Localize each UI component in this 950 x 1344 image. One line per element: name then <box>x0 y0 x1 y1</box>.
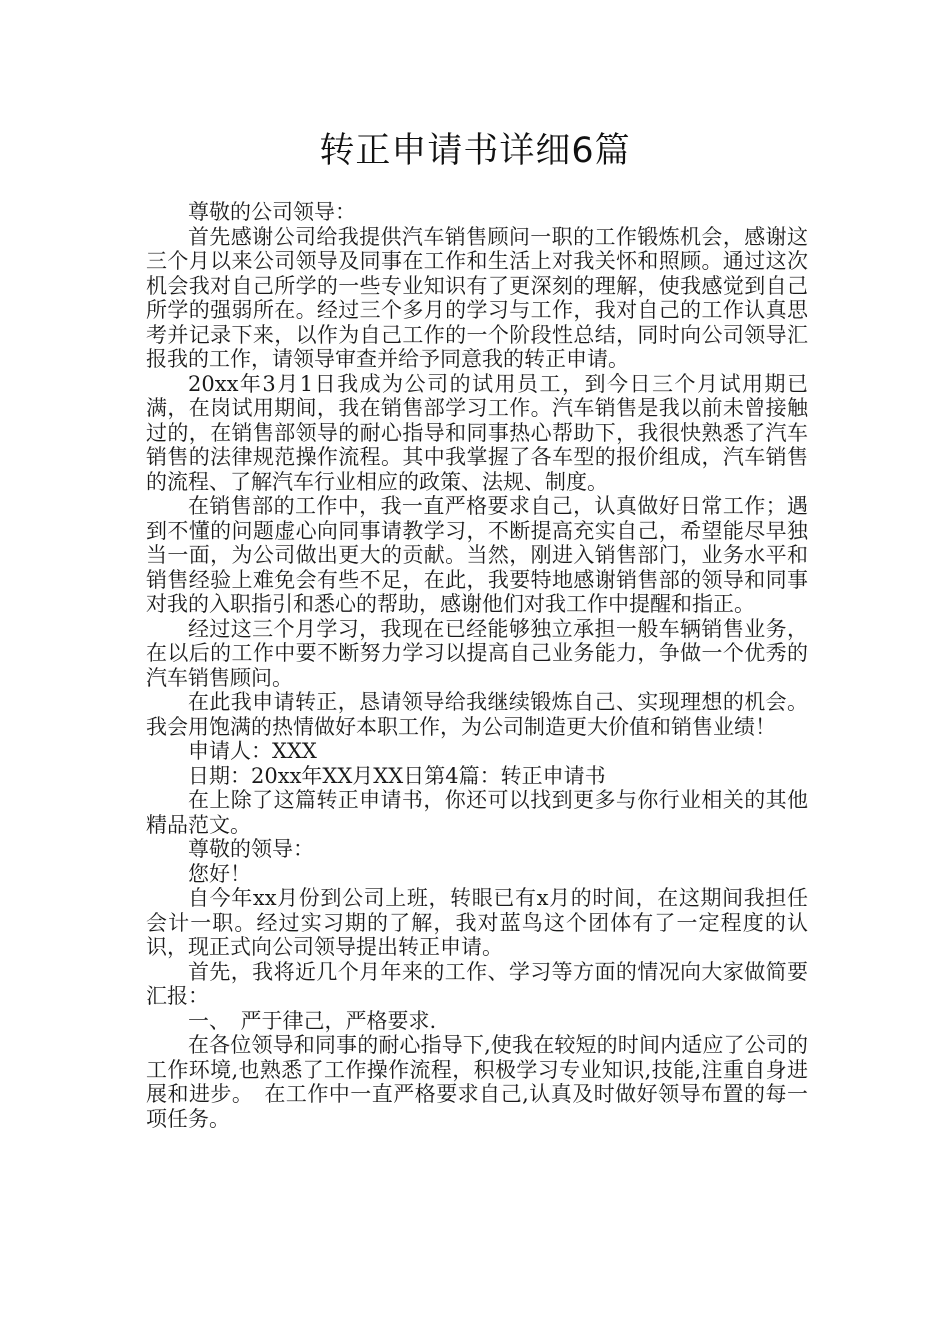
paragraph: 20xx年3月1日我成为公司的试用员工，到今日三个月试用期已满，在岗试用期间，我在销售部学习工作。汽车销售是我以前未曾接触过的，在销售部领导的耐心指导和同事热心帮助下，我很快熟悉了汽车销售的法律规范操作流程。其中我掌握了各车型的报价组成，汽车销售的流程、了解汽车行业相应的政策、法规、制度。 <box>146 371 808 494</box>
date-line: 日期：20xx年XX月XX日第4篇：转正申请书 <box>188 763 606 788</box>
paragraph: 自今年xx月份到公司上班，转眼已有x月的时间，在这期间我担任会计一职。经过实习期的了解，我对蓝鸟这个团体有了一定程度的认识，现正式向公司领导提出转正申请。 <box>146 886 808 959</box>
paragraph-salutation: 尊敬的领导： <box>188 837 314 861</box>
section-heading: 一、 严于律己，严格要求. <box>188 1008 437 1033</box>
paragraph: 首先感谢公司给我提供汽车销售顾问一职的工作锻炼机会，感谢这三个月以来公司领导及同事在工作和生活上对我关怀和照顾。通过这次机会我对自己所学的一些专业知识有了更深刻的理解，使我感觉到自己所学的强弱所在。经过三个多月的学习与工作，我对自己的工作认真思考并记录下来，以作为自己工作的一个阶段性总结，同时向公司领导汇报我的工作，请领导审查并给予同意我的转正申请。 <box>146 224 808 371</box>
paragraph: 经过这三个月学习，我现在已经能够独立承担一般车辆销售业务，在以后的工作中要不断努力学习以提高自己业务能力，争做一个优秀的汽车销售顾问。 <box>146 616 808 690</box>
paragraph: 首先，我将近几个月年来的工作、学习等方面的情况向大家做简要汇报： <box>146 959 808 1008</box>
paragraph: 在各位领导和同事的耐心指导下,使我在较短的时间内适应了公司的工作环境,也熟悉了工作操作流程，积极学习专业知识,技能,注重自身进展和进步。 在工作中一直严格要求自己,认真及时做好领导布置的每一项任务。 <box>146 1033 808 1131</box>
document-body <box>146 200 808 1131</box>
paragraph: 在此我申请转正，恳请领导给我继续锻炼自己、实现理想的机会。我会用饱满的热情做好本职工作，为公司制造更大价值和销售业绩！ <box>146 690 808 739</box>
paragraph-salutation: 尊敬的公司领导： <box>188 200 356 224</box>
applicant-line: 申请人：XXX <box>188 739 317 763</box>
paragraph-greeting: 您好！ <box>188 861 251 886</box>
paragraph: 在上除了这篇转正申请书，你还可以找到更多与你行业相关的其他精品范文。 <box>146 788 808 837</box>
paragraph: 在销售部的工作中，我一直严格要求自己，认真做好日常工作；遇到不懂的问题虚心向同事请教学习，不断提高充实自己，希望能尽早独当一面，为公司做出更大的贡献。当然，刚进入销售部门，业务水平和销售经验上难免会有些不足，在此，我要特地感谢销售部的领导和同事对我的入职指引和悉心的帮助，感谢他们对我工作中提醒和指正。 <box>146 494 808 616</box>
document-title: 转正申请书详细6篇 <box>319 131 631 171</box>
